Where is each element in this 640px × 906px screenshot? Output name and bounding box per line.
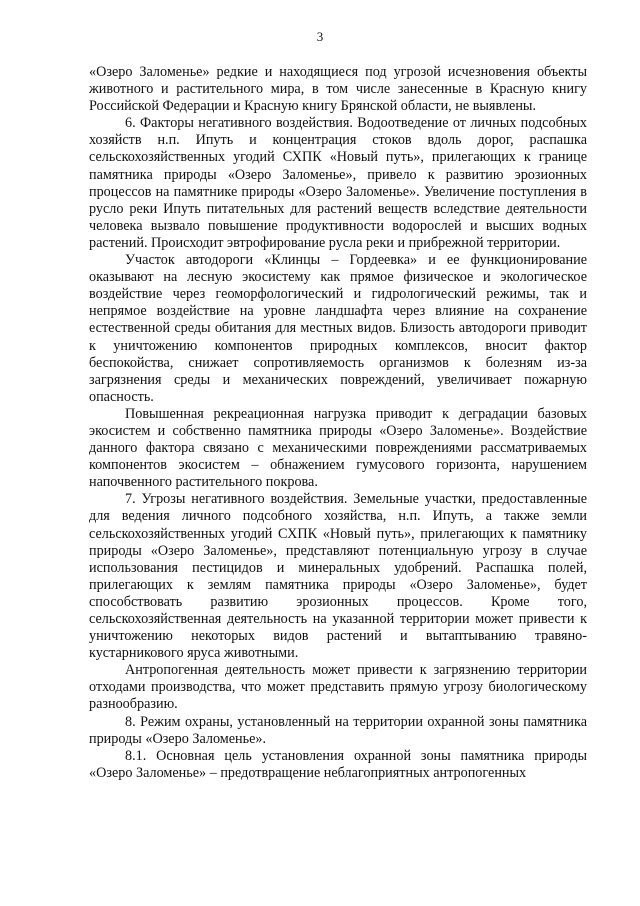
paragraph-intro-continuation: «Озеро Заломенье» редкие и находящиеся под угрозой исчезновения объекты животного и растительного мира, в том числе занесенные в Красную книгу Российской Федерации и Красную книгу Брянской области, не выявлены.: [89, 64, 587, 115]
paragraph-negative-factors: 6. Факторы негативного воздействия. Водоотведение от личных подсобных хозяйств н.п. Ипуть и концентрация стоков вдоль дорог, распашка сельскохозяйственных угодий СХПК «Новый путь», прилегающих к границе памятника природы «Озеро Заломенье», привело к развитию эрозионных процессов на памятнике природы «Озеро Заломенье». Увеличение поступления в русло реки Ипуть питательных для растений веществ вследствие деятельности человека вызвало повышение продуктивности водорослей и высших водных растений. Происходит эвтрофирование русла реки и прибрежной территории.: [89, 115, 587, 251]
paragraph-anthropogenic-activity: Антропогенная деятельность может привести к загрязнению территории отходами производства, что может представить прямую угрозу биологическому разнообразию.: [89, 662, 587, 713]
paragraph-threats: 7. Угрозы негативного воздействия. Земельные участки, предоставленные для ведения личного подсобного хозяйства, н.п. Ипуть, а также земли сельскохозяйственных угодий СХПК «Новый путь», прилегающих к памятнику природы «Озеро Заломенье», представляют потенциальную угрозу в случае использования пестицидов и минеральных удобрений. Распашка полей, прилегающих к землям памятника природы «Озеро Заломенье», будет способствовать развитию эрозионных процессов. Кроме того, сельскохозяйственная деятельность на указанной территории может привести к уничтожению некоторых видов растений и вытаптыванию травяно-кустарникового яруса животными.: [89, 491, 587, 662]
paragraph-protection-goal: 8.1. Основная цель установления охранной зоны памятника природы «Озеро Заломенье» – предотвращение неблагоприятных антропогенных: [89, 747, 587, 781]
paragraph-recreational-load: Повышенная рекреационная нагрузка приводит к деградации базовых экосистем и собственно памятника природы «Озеро Заломенье». Воздействие данного фактора связано с механическими повреждениями рассматриваемых компонентов экосистем – обнажением гумусового горизонта, нарушением напочвенного растительного покрова.: [89, 405, 587, 491]
document-body: [89, 64, 587, 782]
page-number: 3: [316, 29, 324, 44]
paragraph-road-impact: Участок автодороги «Клинцы – Гордеевка» и ее функционирование оказывают на лесную экосистему как прямое физическое и экологическое воздействие через геоморфологический и гидрологический режимы, так и непрямое воздействие на уровне ландшафта через влияние на сохранение естественной среды обитания для местных видов. Близость автодороги приводит к уничтожению компонентов природных комплексов, вносит фактор беспокойства, снижает сопротивляемость организмов к болезням из-за загрязнения среды и механических повреждений, увеличивает пожарную опасность.: [89, 252, 587, 405]
paragraph-protection-regime: 8. Режим охраны, установленный на территории охранной зоны памятника природы «Озеро Заломенье».: [89, 713, 587, 747]
